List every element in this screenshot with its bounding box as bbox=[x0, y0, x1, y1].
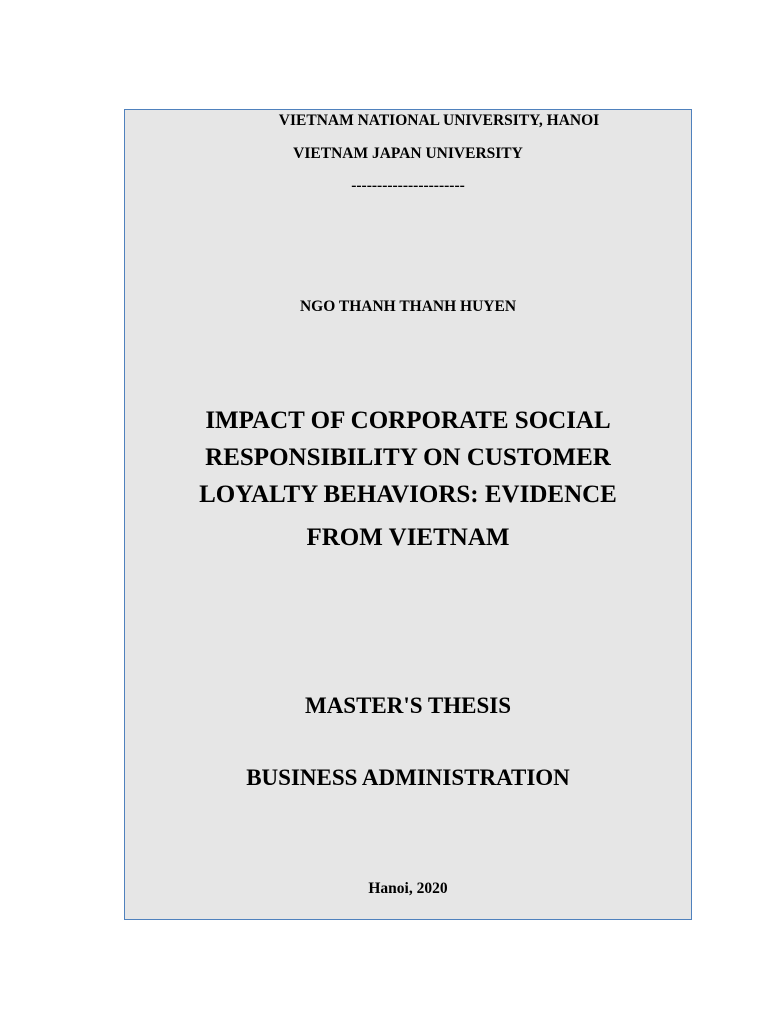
thesis-cover-box bbox=[124, 109, 692, 920]
thesis-title-line: IMPACT OF CORPORATE SOCIAL bbox=[205, 407, 611, 434]
separator-line: ---------------------- bbox=[351, 177, 465, 194]
major-label: BUSINESS ADMINISTRATION bbox=[246, 765, 570, 790]
thesis-title-line: FROM VIETNAM bbox=[306, 524, 510, 551]
thesis-title-line: LOYALTY BEHAVIORS: EVIDENCE bbox=[199, 481, 617, 508]
author-name: NGO THANH THANH HUYEN bbox=[299, 298, 517, 315]
degree-label: MASTER'S THESIS bbox=[304, 693, 512, 718]
school-name: VIETNAM JAPAN UNIVERSITY bbox=[293, 145, 523, 162]
place-date: Hanoi, 2020 bbox=[368, 880, 448, 897]
university-name: VIETNAM NATIONAL UNIVERSITY, HANOI bbox=[278, 112, 600, 129]
thesis-title-line: RESPONSIBILITY ON CUSTOMER bbox=[205, 444, 611, 471]
